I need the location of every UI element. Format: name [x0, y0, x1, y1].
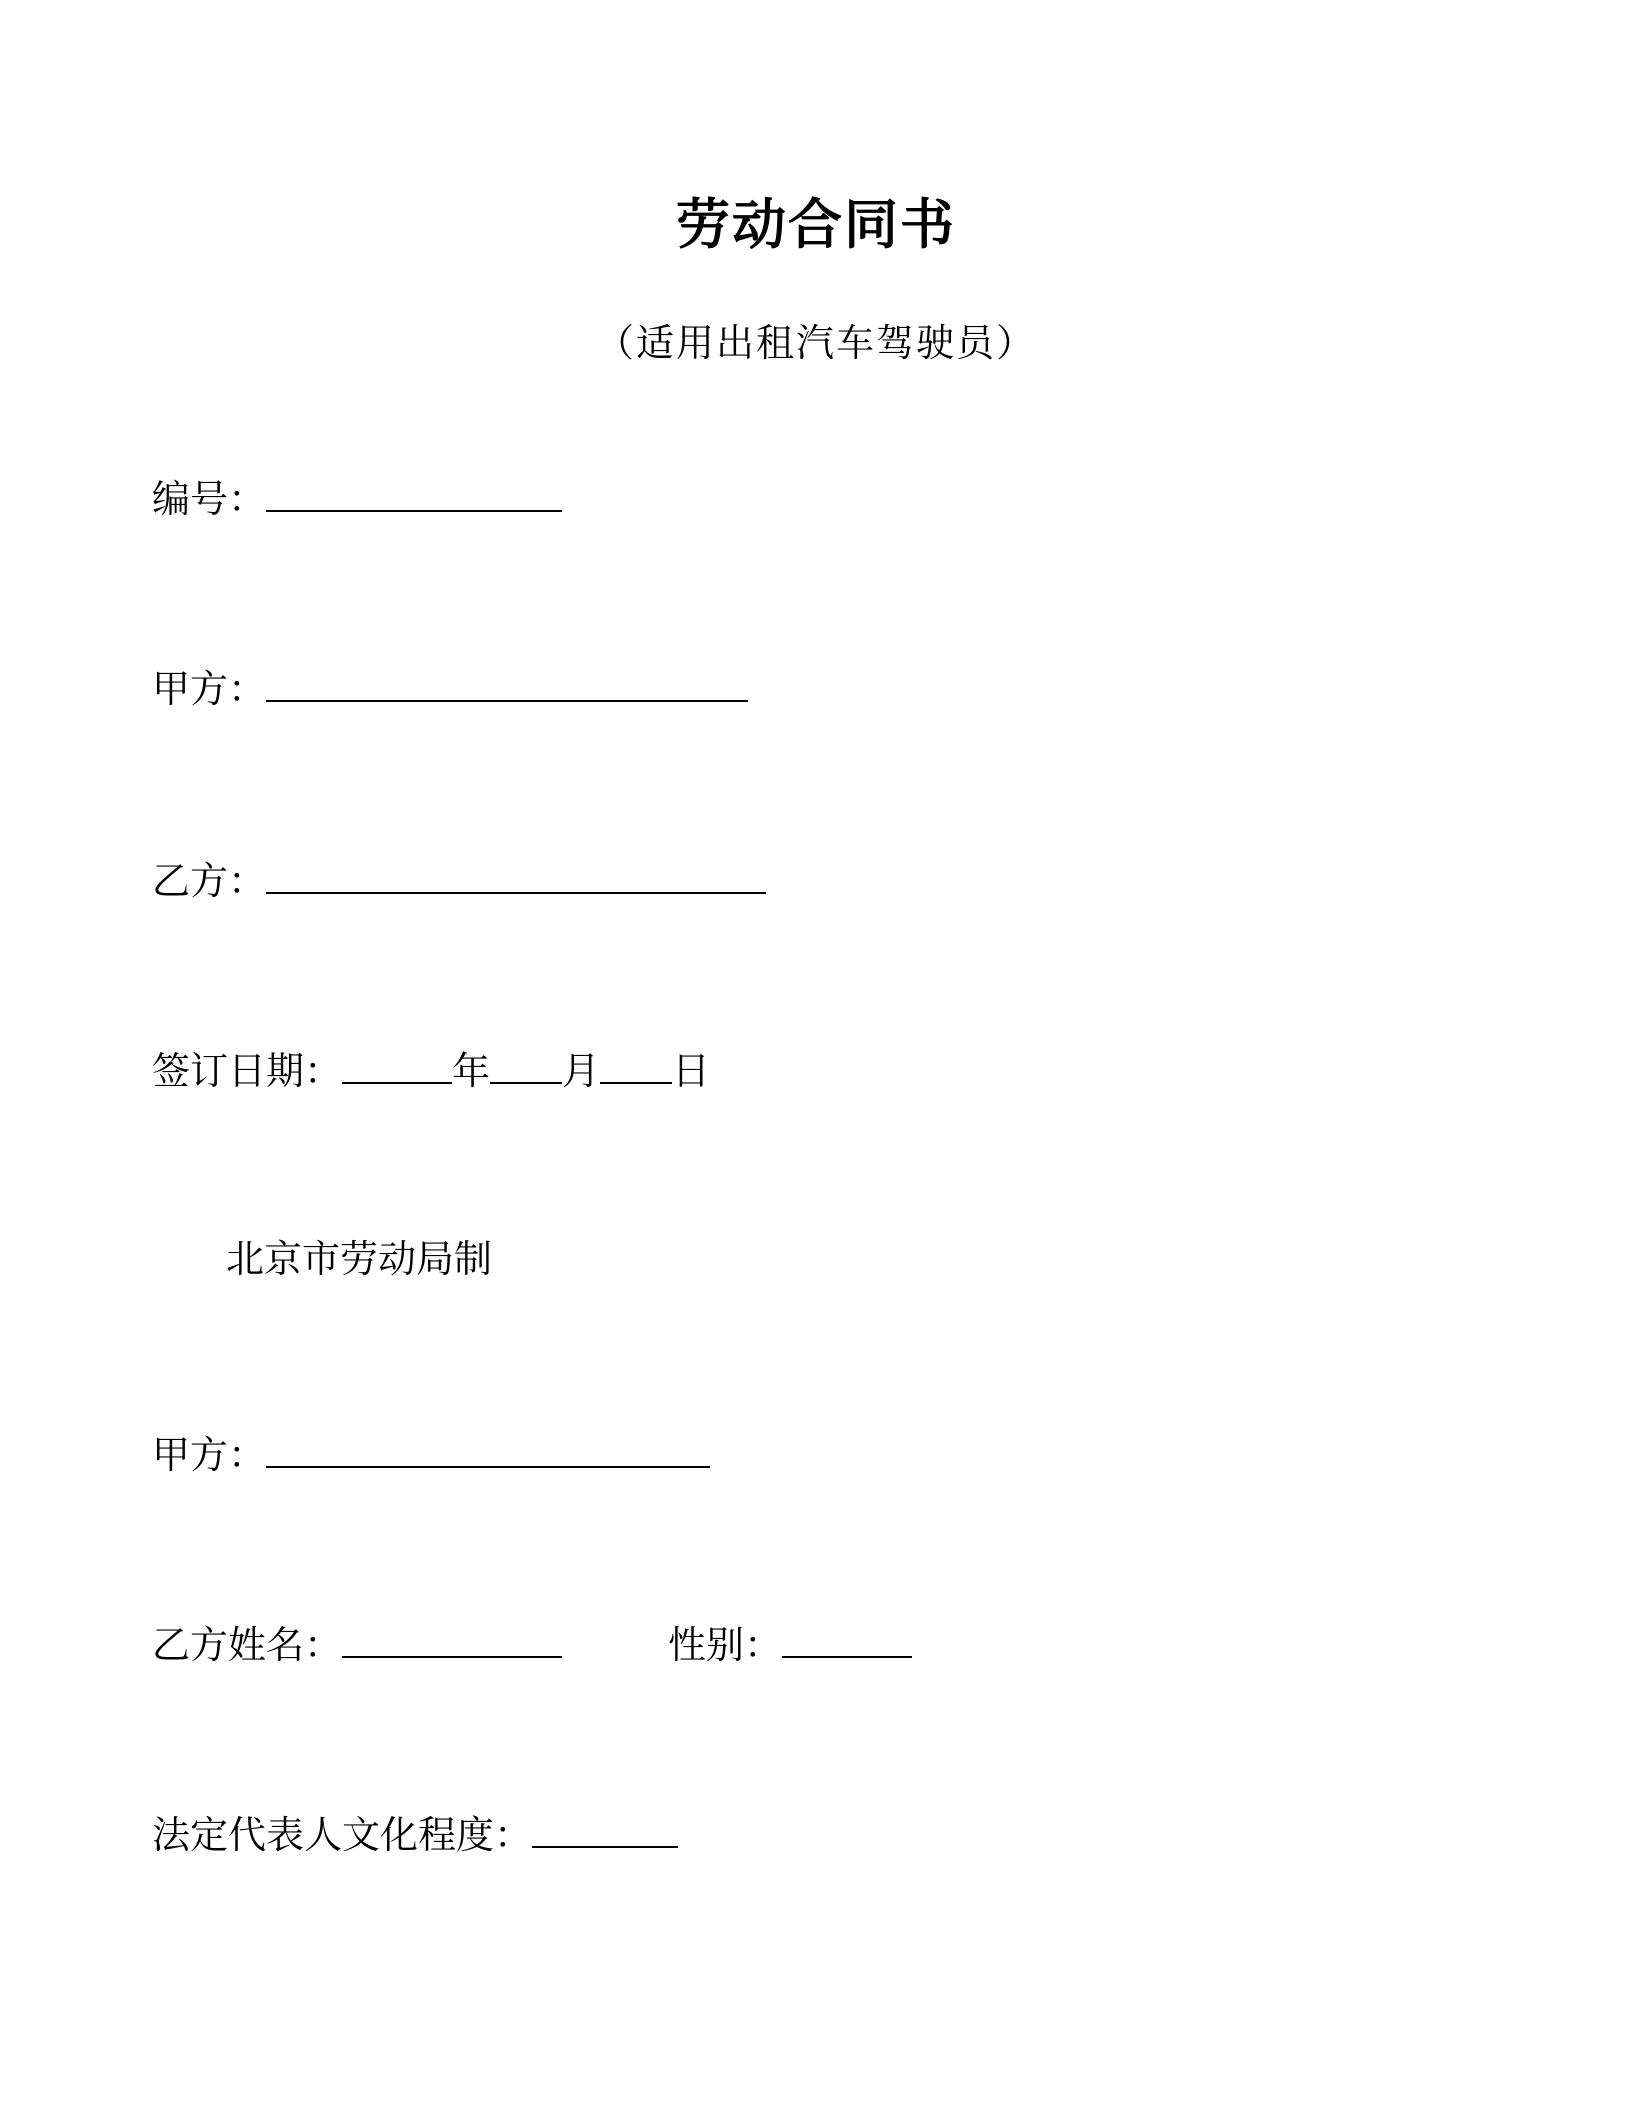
party-a2-blank[interactable] [266, 1426, 710, 1468]
party-b-label: 乙方： [152, 859, 267, 903]
party-b-field [152, 852, 766, 906]
rep-education-blank[interactable] [532, 1806, 678, 1848]
day-label: 日 [672, 1049, 711, 1093]
issuer-text: 北京市劳动局制 [226, 1237, 493, 1281]
sign-date-label: 签订日期： [152, 1049, 343, 1093]
party-a2-field [152, 1426, 710, 1480]
sign-date-field [152, 1042, 710, 1096]
number-field [152, 470, 562, 524]
party-b-name-blank[interactable] [342, 1616, 562, 1658]
number-label: 编号： [152, 477, 267, 521]
party-a2-label: 甲方： [152, 1433, 267, 1477]
party-a-blank[interactable] [266, 660, 748, 702]
party-a-label: 甲方： [152, 667, 267, 711]
gender-label: 性别： [668, 1623, 783, 1667]
document-title: 劳动合同书 [676, 193, 956, 256]
party-a-field [152, 660, 748, 714]
party-b-blank[interactable] [266, 852, 766, 894]
day-blank[interactable] [600, 1042, 672, 1084]
party-b-name-field [152, 1616, 562, 1670]
month-label: 月 [562, 1049, 601, 1093]
rep-education-label: 法定代表人文化程度： [152, 1813, 533, 1857]
gender-blank[interactable] [782, 1616, 912, 1658]
month-blank[interactable] [490, 1042, 562, 1084]
rep-education-field [152, 1806, 678, 1860]
document-subtitle: （适用出租汽车驾驶员） [595, 321, 1036, 365]
number-blank[interactable] [266, 470, 562, 512]
gender-field [668, 1616, 912, 1670]
year-blank[interactable] [342, 1042, 452, 1084]
year-label: 年 [452, 1049, 491, 1093]
party-b-name-label: 乙方姓名： [152, 1623, 343, 1667]
